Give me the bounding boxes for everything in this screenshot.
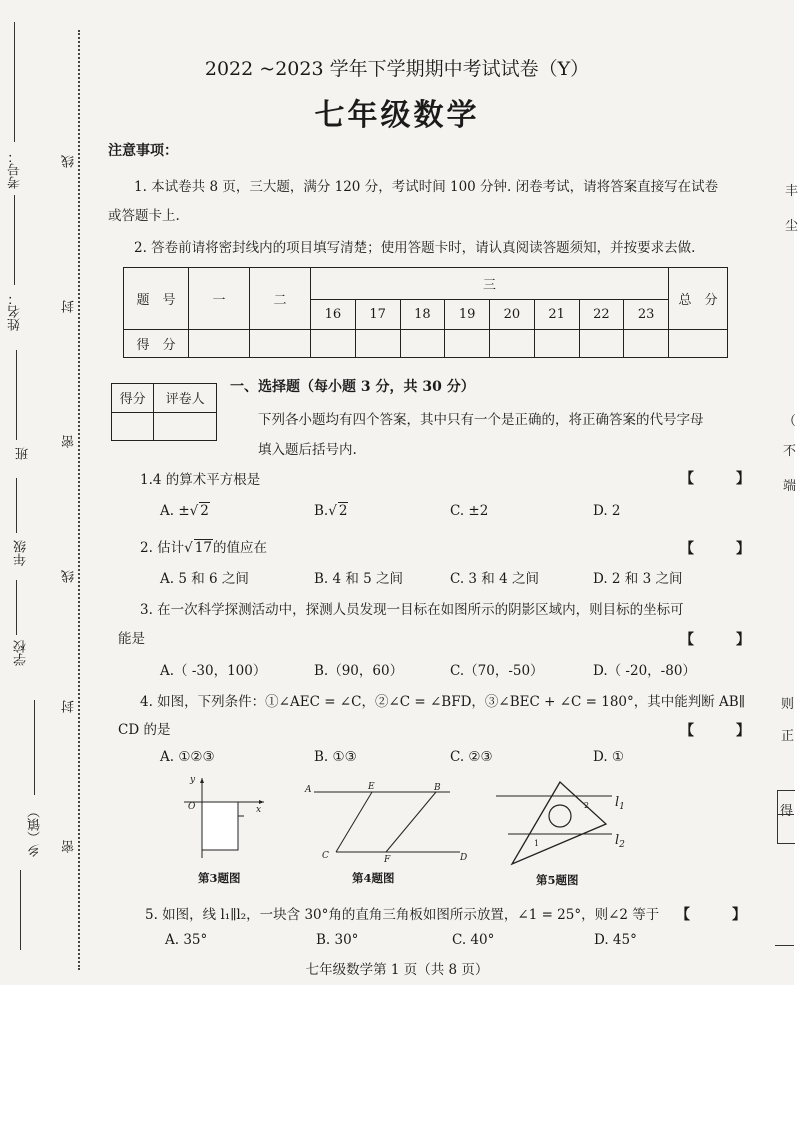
edge-char: 正 (781, 729, 795, 744)
fig4-label-c: C (322, 851, 329, 861)
q4-stem-line1: 4. 如图，下列条件：①∠AEC = ∠C，②∠C = ∠BFD，③∠BEC + ∠C = 180°，其中能判断 AB∥ (140, 694, 745, 710)
q4-option-c: C. ②③ (450, 749, 493, 765)
edge-char: （ (783, 414, 797, 429)
q5-option-c: C. 40° (452, 932, 495, 948)
fig4-label-e: E (368, 782, 375, 792)
col-q23: 23 (624, 300, 669, 330)
edge-divider (775, 945, 794, 946)
edge-char: 丰 (785, 184, 798, 199)
edge-char: 端 (783, 479, 797, 494)
fig5-line-l1 (615, 795, 625, 812)
grader-name-label: 评卷人 (154, 384, 217, 413)
q4-stem-line2: CD 的是 (118, 722, 171, 738)
score-cell[interactable] (445, 330, 490, 358)
col-section-1: 一 (189, 268, 250, 330)
q2-option-b: B. 4 和 5 之间 (314, 571, 404, 587)
q3-option-c: C.（70，-50） (450, 663, 544, 679)
q1-option-d: D. 2 (593, 503, 621, 519)
score-cell[interactable] (490, 330, 535, 358)
fig5-l2-sub: 2 (619, 840, 625, 850)
seal-char: 线 (62, 570, 77, 583)
row-header-question: 题 号 (124, 268, 189, 330)
q5-stem: 5. 如图，线 l₁∥l₂，一块含 30°角的直角三角板如图所示放置，∠1 = 25°，则∠2 等于 (145, 907, 660, 923)
seal-dotted-line (78, 30, 80, 970)
fig4-label-d: D (460, 853, 468, 863)
fig5-angle-1: 1 (534, 839, 540, 848)
grader-score-label: 得分 (112, 384, 154, 413)
q4-answer-bracket[interactable]: 【 】 (680, 723, 750, 739)
fig3-x-label: x (256, 805, 262, 815)
figure-5-caption: 第5题图 (536, 873, 579, 887)
edge-char: 不 (783, 444, 797, 459)
col-q20: 20 (490, 300, 535, 330)
q1-b-radicand: 2 (338, 503, 348, 519)
col-q21: 21 (534, 300, 579, 330)
col-section-2: 二 (250, 268, 311, 330)
q1-a-prefix: A. ± (160, 503, 190, 519)
field-line (20, 870, 21, 950)
q3-stem-line2: 能是 (118, 631, 145, 647)
col-q22: 22 (579, 300, 624, 330)
score-cell[interactable] (669, 330, 728, 358)
field-line (16, 350, 17, 440)
figure-4-caption: 第4题图 (352, 871, 395, 885)
score-cell[interactable] (624, 330, 669, 358)
page-footer: 七年级数学第 1 页（共 8 页） (305, 962, 489, 978)
field-exam-number: 考号： (8, 150, 23, 189)
score-cell[interactable] (311, 330, 356, 358)
fig5-line-l2 (615, 833, 625, 850)
fig3-origin-label: O (188, 802, 196, 812)
field-line (16, 478, 17, 533)
q3-option-a: A.（ -30，100） (160, 663, 267, 679)
fig5-l1-sub: 1 (619, 802, 625, 812)
score-cell[interactable] (400, 330, 445, 358)
q2-option-c: C. 3 和 4 之间 (450, 571, 539, 587)
notice-1-line2: 或答题卡上. (108, 208, 180, 224)
col-section-3: 三 (311, 268, 669, 300)
q5-option-b: B. 30° (316, 932, 359, 948)
q3-stem-line1: 3. 在一次科学探测活动中，探测人员发现一目标在如图所示的阴影区域内，则目标的坐标可 (140, 602, 684, 618)
figure-4-parallel-lines (300, 780, 475, 865)
q5-option-a: A. 35° (165, 932, 208, 948)
figure-5-triangle (488, 772, 638, 868)
col-q16: 16 (311, 300, 356, 330)
seal-char: 封 (62, 700, 77, 713)
field-class: 班 (16, 447, 31, 460)
q3-option-d: D.（ -20，-80） (593, 663, 696, 679)
edge-char: 得 (780, 804, 794, 819)
q5-option-d: D. 45° (594, 932, 637, 948)
field-grade: 年级 (14, 540, 29, 566)
section1-heading: 一、选择题（每小题 3 分，共 30 分） (230, 379, 475, 395)
col-total: 总 分 (669, 268, 728, 330)
q3-option-b: B.（90，60） (314, 663, 404, 679)
col-q19: 19 (445, 300, 490, 330)
figure-3-caption: 第3题图 (198, 871, 241, 885)
q2-stem: 2. 估计√ 17的值应在 (140, 540, 267, 556)
q1-option-c: C. ±2 (450, 503, 489, 519)
q5-answer-bracket[interactable]: 【 】 (676, 907, 746, 923)
grader-score-cell[interactable] (112, 412, 154, 441)
q4-option-b: B. ①③ (314, 749, 357, 765)
fig5-angle-2: 2 (584, 801, 590, 810)
edge-char: 尘 (785, 219, 798, 234)
field-line (14, 195, 15, 285)
notice-heading: 注意事项： (108, 143, 178, 159)
fig3-y-label: y (190, 775, 196, 785)
fig4-label-a: A (305, 785, 312, 795)
field-line (34, 700, 35, 795)
seal-char: 封 (62, 300, 77, 313)
q1-a-radicand: 2 (200, 503, 209, 519)
q4-option-d: D. ① (593, 749, 625, 765)
row-header-score: 得 分 (124, 330, 189, 358)
field-line (16, 580, 17, 635)
score-cell[interactable] (355, 330, 400, 358)
fig5-l1-letter: l (615, 795, 620, 810)
score-cell[interactable] (579, 330, 624, 358)
section1-instr-line2: 填入题后括号内. (258, 442, 357, 458)
q2-answer-bracket[interactable]: 【 】 (680, 541, 750, 557)
q2-stem-prefix: 2. 估计 (140, 540, 185, 556)
field-name: 姓名： (8, 292, 23, 331)
exam-title: 2022 ~2023 学年下学期期中考试试卷（Y） (204, 58, 590, 80)
score-cell[interactable] (534, 330, 579, 358)
notice-2: 2. 答卷前请将密封线内的项目填写清楚；使用答题卡时，请认真阅读答题须知，并按要求去做. (134, 240, 696, 256)
fig5-l2-letter: l (615, 833, 620, 848)
field-township: 乡（镇） (28, 805, 43, 857)
col-q17: 17 (355, 300, 400, 330)
seal-char: 线 (62, 155, 77, 168)
q1-answer-bracket[interactable]: 【 】 (680, 471, 750, 487)
col-q18: 18 (400, 300, 445, 330)
q1-stem: 1.4 的算术平方根是 (140, 472, 261, 488)
q4-option-a: A. ①②③ (160, 749, 215, 765)
grader-box (111, 383, 217, 441)
seal-char: 密 (62, 435, 77, 448)
field-school: 学校 (14, 640, 29, 666)
exam-subject: 七年级数学 (314, 98, 480, 133)
q1-option-a: A. ±√ 2 (160, 503, 209, 519)
section1-instr-line1: 下列各小题均有四个答案，其中只有一个是正确的，将正确答案的代号字母 (258, 412, 704, 428)
q2-stem-radicand: 17 (194, 540, 212, 556)
notice-1-line1: 1. 本试卷共 8 页，三大题，满分 120 分，考试时间 100 分钟. 闭卷考试，请将答案直接写在试卷 (134, 179, 719, 195)
q3-answer-bracket[interactable]: 【 】 (680, 632, 750, 648)
q2-option-d: D. 2 和 3 之间 (593, 571, 683, 587)
fig4-label-b: B (434, 783, 441, 793)
score-table (123, 267, 728, 358)
q2-stem-suffix: 的值应在 (212, 540, 267, 556)
score-cell[interactable] (250, 330, 311, 358)
seal-char: 密 (62, 840, 77, 853)
edge-divider (777, 814, 794, 815)
edge-char: 则 (781, 697, 795, 712)
q1-b-prefix: B. (314, 503, 329, 519)
grader-name-cell[interactable] (154, 412, 217, 441)
fig4-label-f: F (384, 855, 391, 865)
q1-option-b: B.√ 2 (314, 503, 348, 519)
figure-3-coordinate-plane (178, 772, 270, 862)
score-cell[interactable] (189, 330, 250, 358)
q2-option-a: A. 5 和 6 之间 (160, 571, 249, 587)
